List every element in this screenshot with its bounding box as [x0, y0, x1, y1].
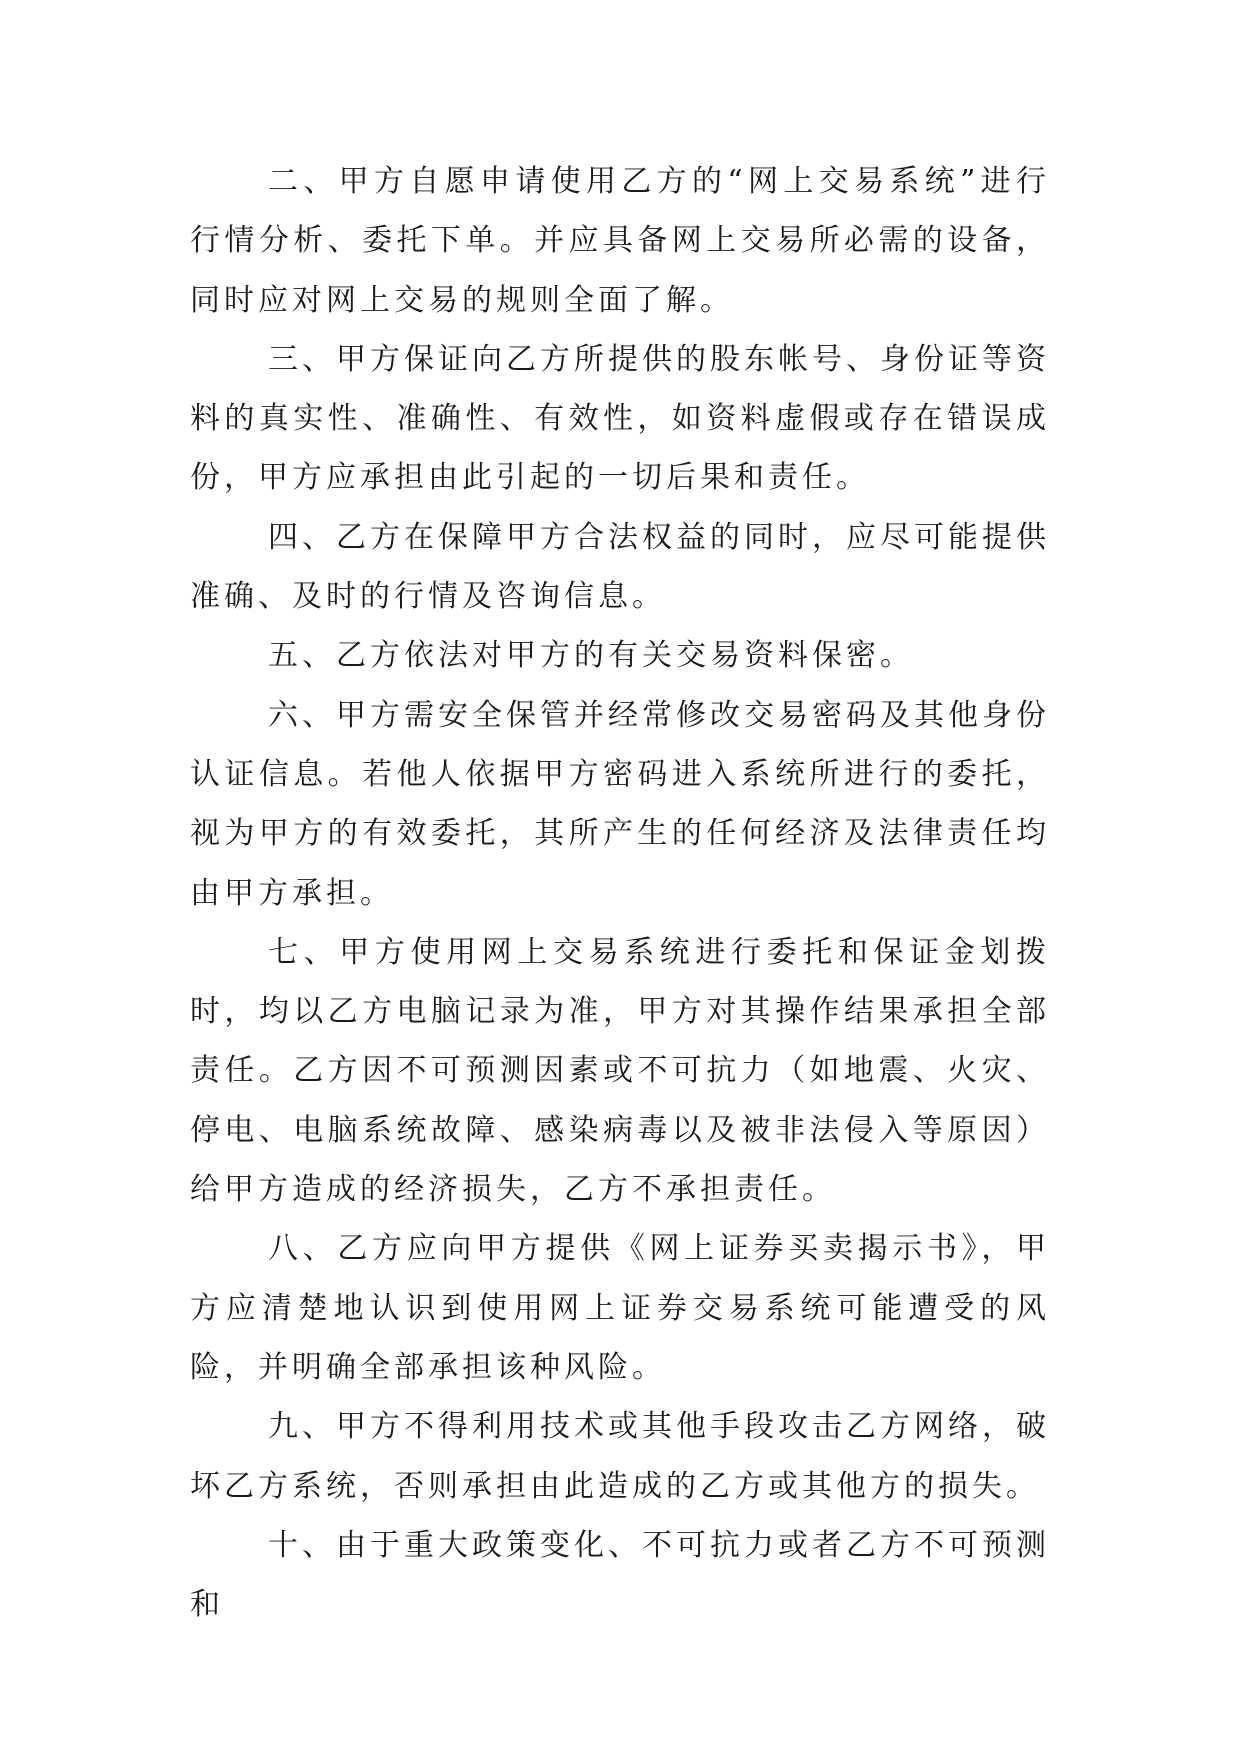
clause-4: 四、乙方在保障甲方合法权益的同时，应尽可能提供准确、及时的行情及咨询信息。 [190, 519, 1050, 615]
clause-6: 六、甲方需安全保管并经常修改交易密码及其他身份认证信息。若他人依据甲方密码进入系统所进行的委托，视为甲方的有效委托，其所产生的任何经济及法律责任均由甲方承担。 [190, 697, 1050, 911]
clause-9: 九、甲方不得利用技术或其他手段攻击乙方网络，破坏乙方系统，否则承担由此造成的乙方或其他方的损失。 [190, 1409, 1050, 1504]
clause-3: 三、甲方保证向乙方所提供的股东帐号、身份证等资料的真实性、准确性、有效性，如资料虚假或存在错误成份，甲方应承担由此引起的一切后果和责任。 [190, 341, 1050, 496]
clause-8: 八、乙方应向甲方提供《网上证券买卖揭示书》，甲方应清楚地认识到使用网上证券交易系统可能遭受的风险，并明确全部承担该种风险。 [190, 1231, 1050, 1385]
clause-7: 七、甲方使用网上交易系统进行委托和保证金划拨时，均以乙方电脑记录为准，甲方对其操作结果承担全部责任。乙方因不可预测因素或不可抗力（如地震、火灾、停电、电脑系统故障、感染病毒以及被非法侵入等原因）给甲方造成的经济损失，乙方不承担责任。 [190, 934, 1050, 1208]
document-body [190, 152, 1050, 1634]
clause-2: 二、甲方自愿申请使用乙方的“网上交易系统”进行行情分析、委托下单。并应具备网上交易所必需的设备，同时应对网上交易的规则全面了解。 [190, 164, 1050, 318]
clause-5: 五、乙方依法对甲方的有关交易资料保密。 [268, 638, 914, 674]
clause-10: 十、由于重大政策变化、不可抗力或者乙方不可预测和 [190, 1527, 1050, 1623]
